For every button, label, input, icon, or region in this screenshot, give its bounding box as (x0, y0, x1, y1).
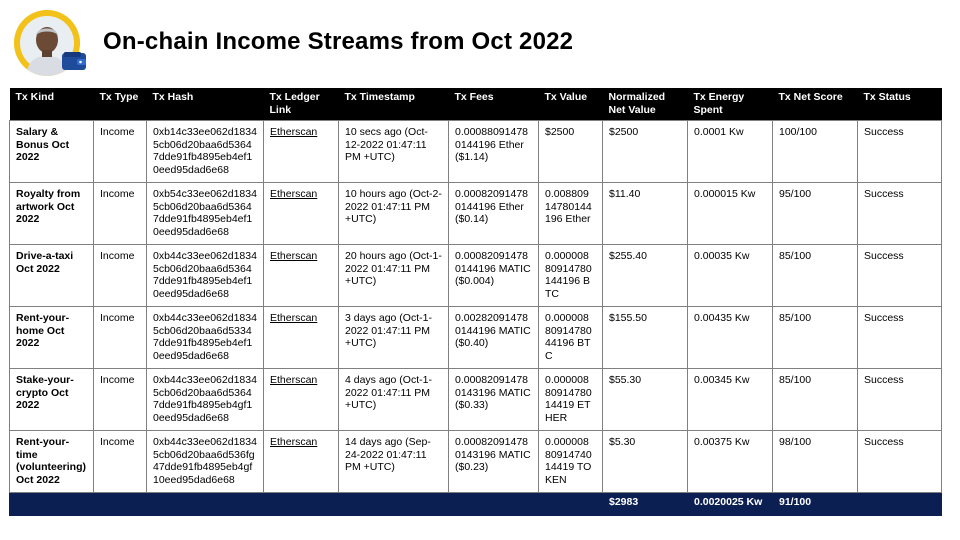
tx-type: Income (94, 245, 147, 307)
tx-status: Success (858, 369, 942, 431)
tx-hash: 0xb44c33ee062d18345cb06d20baa6d536fg47dde91fb4895eb4gf10eed95dad6e68 (147, 431, 264, 493)
tx-net-value: $11.40 (603, 183, 688, 245)
page-title: On-chain Income Streams from Oct 2022 (103, 28, 574, 55)
tx-score: 85/100 (773, 307, 858, 369)
column-header: Tx Status (858, 88, 942, 121)
tx-net-value: $5.30 (603, 431, 688, 493)
tx-status: Success (858, 431, 942, 493)
page-header (14, 10, 944, 76)
tx-net-value: $2500 (603, 121, 688, 183)
tx-fees: 0.00082091478 0143196 MATIC ($0.23) (449, 431, 539, 493)
column-header: Tx Net Score (773, 88, 858, 121)
etherscan-link[interactable]: Etherscan (270, 126, 318, 138)
tx-type: Income (94, 183, 147, 245)
tx-score: 85/100 (773, 245, 858, 307)
tx-net-value: $55.30 (603, 369, 688, 431)
table-header-row (10, 88, 942, 121)
tx-status: Success (858, 183, 942, 245)
tx-timestamp: 4 days ago (Oct-1-2022 01:47:11 PM +UTC) (339, 369, 449, 431)
tx-status: Success (858, 121, 942, 183)
tx-fees: 0.00082091478 0144196 Ether ($0.14) (449, 183, 539, 245)
tx-value: 0.000008 80914780 144196 BTC (539, 245, 603, 307)
tx-value: $2500 (539, 121, 603, 183)
tx-kind: Rent-your-home Oct 2022 (10, 307, 94, 369)
tx-fees: 0.00282091478 0144196 MATIC ($0.40) (449, 307, 539, 369)
etherscan-link[interactable]: Etherscan (270, 374, 318, 386)
tx-value: 0.008809 14780144 196 Ether (539, 183, 603, 245)
tx-type: Income (94, 431, 147, 493)
tx-score: 98/100 (773, 431, 858, 493)
tx-timestamp: 3 days ago (Oct-1-2022 01:47:11 PM +UTC) (339, 307, 449, 369)
tx-fees: 0.00082091478 0144196 MATIC ($0.004) (449, 245, 539, 307)
tx-ledger-link (264, 183, 339, 245)
tx-kind: Rent-your-time (volunteering) Oct 2022 (10, 431, 94, 493)
tx-kind: Salary & Bonus Oct 2022 (10, 121, 94, 183)
column-header: Normalized Net Value (603, 88, 688, 121)
transactions-table (9, 88, 942, 516)
tx-status: Success (858, 307, 942, 369)
tx-score: 95/100 (773, 183, 858, 245)
tx-ledger-link (264, 369, 339, 431)
etherscan-link[interactable]: Etherscan (270, 188, 318, 200)
total-score: 91/100 (773, 493, 858, 516)
tx-type: Income (94, 121, 147, 183)
tx-score: 85/100 (773, 369, 858, 431)
column-header: Tx Value (539, 88, 603, 121)
tx-energy: 0.00435 Kw (688, 307, 773, 369)
tx-ledger-link (264, 121, 339, 183)
total-energy: 0.0020025 Kw (688, 493, 773, 516)
etherscan-link[interactable]: Etherscan (270, 436, 318, 448)
tx-score: 100/100 (773, 121, 858, 183)
tx-timestamp: 10 secs ago (Oct-12-2022 01:47:11 PM +UTC) (339, 121, 449, 183)
tx-net-value: $155.50 (603, 307, 688, 369)
totals-row (10, 493, 942, 516)
column-header: Tx Fees (449, 88, 539, 121)
tx-kind: Stake-your-crypto Oct 2022 (10, 369, 94, 431)
table-row (10, 369, 942, 431)
tx-value: 0.000008 80914780 44196 BTC (539, 307, 603, 369)
tx-fees: 0.00082091478 0143196 MATIC ($0.33) (449, 369, 539, 431)
tx-fees: 0.00088091478 0144196 Ether ($1.14) (449, 121, 539, 183)
tx-kind: Drive-a-taxi Oct 2022 (10, 245, 94, 307)
tx-energy: 0.00375 Kw (688, 431, 773, 493)
column-header: Tx Type (94, 88, 147, 121)
tx-hash: 0xb44c33ee062d18345cb06d20baa6d53647dde91fb4895eb4gf10eed95dad6e68 (147, 369, 264, 431)
etherscan-link[interactable]: Etherscan (270, 312, 318, 324)
tx-timestamp: 14 days ago (Sep-24-2022 01:47:11 PM +UTC) (339, 431, 449, 493)
tx-energy: 0.0001 Kw (688, 121, 773, 183)
table-row (10, 183, 942, 245)
tx-value: 0.000008 80914780 14419 ETHER (539, 369, 603, 431)
table-row (10, 307, 942, 369)
tx-net-value: $255.40 (603, 245, 688, 307)
tx-ledger-link (264, 245, 339, 307)
tx-timestamp: 20 hours ago (Oct-1-2022 01:47:11 PM +UTC) (339, 245, 449, 307)
tx-type: Income (94, 369, 147, 431)
column-header: Tx Energy Spent (688, 88, 773, 121)
tx-kind: Royalty from artwork Oct 2022 (10, 183, 94, 245)
table-row (10, 121, 942, 183)
column-header: Tx Ledger Link (264, 88, 339, 121)
table-row (10, 431, 942, 493)
tx-status: Success (858, 245, 942, 307)
tx-hash: 0xb44c33ee062d18345cb06d20baa6d53647dde91fb4895eb4ef10eed95dad6e68 (147, 245, 264, 307)
table-row (10, 245, 942, 307)
column-header: Tx Kind (10, 88, 94, 121)
tx-energy: 0.000015 Kw (688, 183, 773, 245)
tx-value: 0.000008 80914740 14419 TOKEN (539, 431, 603, 493)
etherscan-link[interactable]: Etherscan (270, 250, 318, 262)
total-net-value: $2983 (603, 493, 688, 516)
tx-hash: 0xb44c33ee062d18345cb06d20baa6d53347dde91fb4895eb4ef10eed95dad6e68 (147, 307, 264, 369)
column-header: Tx Hash (147, 88, 264, 121)
tx-energy: 0.00345 Kw (688, 369, 773, 431)
tx-hash: 0xb14c33ee062d18345cb06d20baa6d53647dde91fb4895eb4ef10eed95dad6e68 (147, 121, 264, 183)
tx-hash: 0xb54c33ee062d18345cb06d20baa6d53647dde91fb4895eb4ef10eed95dad6e68 (147, 183, 264, 245)
column-header: Tx Timestamp (339, 88, 449, 121)
tx-timestamp: 10 hours ago (Oct-2-2022 01:47:11 PM +UTC) (339, 183, 449, 245)
tx-energy: 0.00035 Kw (688, 245, 773, 307)
tx-ledger-link (264, 307, 339, 369)
tx-type: Income (94, 307, 147, 369)
tx-ledger-link (264, 431, 339, 493)
wallet-icon (62, 52, 86, 70)
